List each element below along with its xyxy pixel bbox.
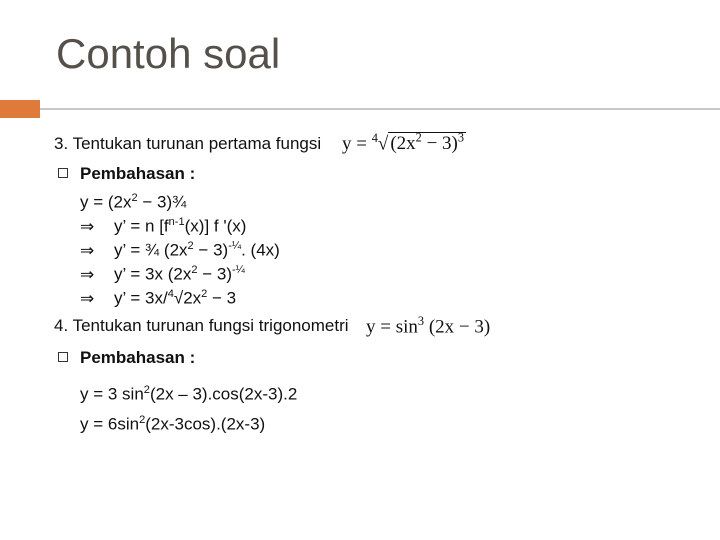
question-3-formula: [342, 131, 466, 155]
solution-4-heading: Pembahasan :: [80, 348, 196, 367]
implies-icon: ⇒: [80, 240, 95, 260]
solution-4-line-2: $y = 6\sin^2(2x-3\cos).(2x-3)$: [80, 414, 266, 434]
root-index: 4: [371, 131, 378, 145]
implies-icon: ⇒: [80, 216, 95, 236]
solution-3-step-3: ⇒ y’ = 3x $(2x^2 - 3)^{-\frac{1}{4}}$: [80, 264, 245, 284]
solution-3-step-2: ⇒ y’ = ¾ $(2x^2 - 3)^{-\frac{1}{4}}$. (4x): [80, 240, 280, 260]
radicand: $(2x^2 - 3)^3$: [390, 131, 465, 155]
bullet-square: [58, 352, 68, 362]
q3-prefix: y =: [342, 133, 367, 155]
radical-symbol: $^4$√ $(2x^2 - 3)^3$: [371, 131, 465, 155]
bullet-square: [58, 168, 68, 178]
solution-3-step-1: ⇒ y’ = n $[f^{n-1}(x)]$ f '(x): [80, 216, 247, 236]
question-4-text: 4. Tentukan turunan fungsi trigonometri: [54, 316, 349, 335]
solution-4-line-1: y = 3 $\sin^2(2x - 3).\cos(2x-3).2$: [80, 384, 298, 404]
solution-3-line: $y = (2x^2$ − 3)¾: [80, 192, 187, 212]
solution-3-heading: Pembahasan :: [80, 164, 196, 183]
accent-line: [40, 108, 720, 110]
question-3-text: 3. Tentukan turunan pertama fungsi: [54, 134, 322, 153]
implies-icon: ⇒: [80, 264, 95, 284]
question-4-formula: $y = \sin^3 (2x - 3)$: [366, 314, 491, 338]
accent-block: [0, 100, 40, 118]
slide-title: Contoh soal: [56, 30, 281, 77]
solution-3-step-4: ⇒ y’ = $3x/^4√2x^2 - 3$: [80, 288, 237, 308]
implies-icon: ⇒: [80, 288, 95, 308]
